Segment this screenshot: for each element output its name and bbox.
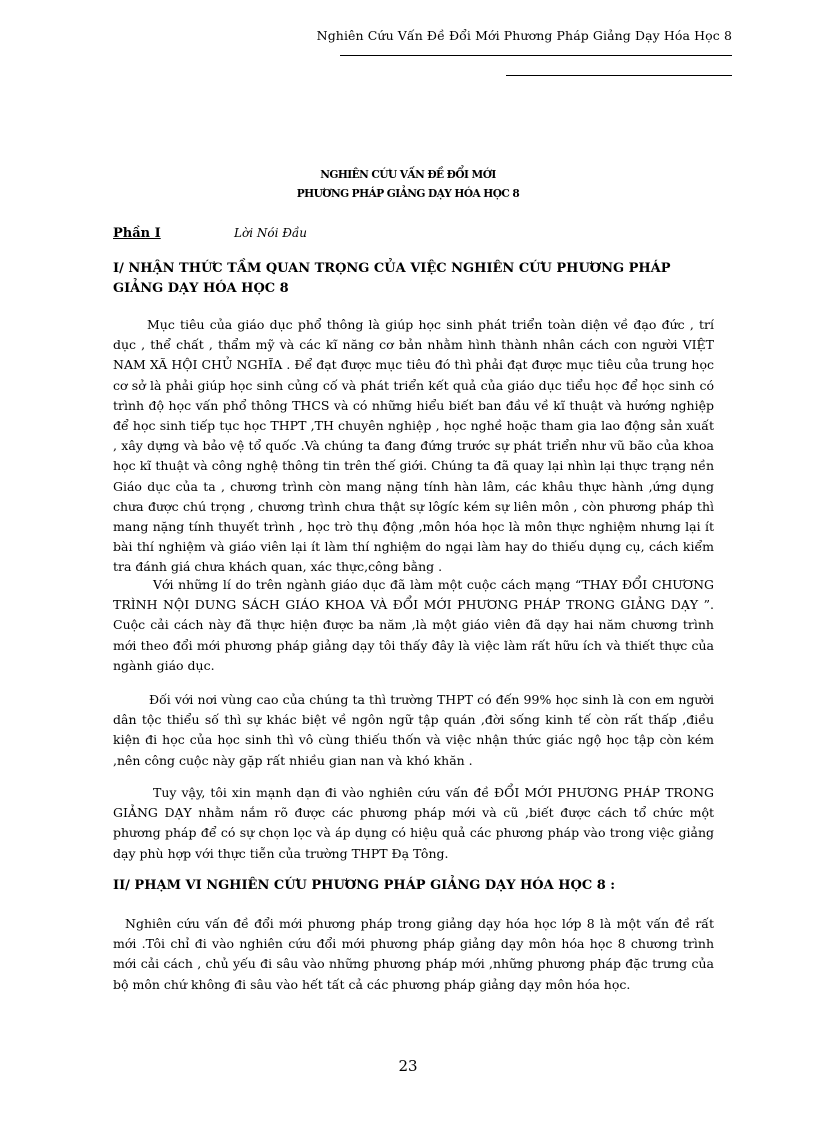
- part-label: Phần I: [113, 226, 161, 241]
- part-name: Lời Nói Đầu: [234, 226, 307, 240]
- section-heading-2: II/ PHẠM VI NGHIÊN CỨU PHƯƠNG PHÁP GIẢNG DẠY HÓA HỌC 8 :: [113, 878, 616, 893]
- header-rule: [340, 55, 732, 56]
- paragraph-1: Mục tiêu của giáo dục phổ thông là giúp học sinh phát triển toàn diện về đạo đức , trí dục , thể chất , thẩm mỹ và các kĩ năng cơ bản nhằm hình thành nhân cách con người VIỆT NAM XÃ HỘI CHỦ NGHĨA . Để đạt được mục tiêu đó thì phải đạt được mục tiêu của trung học cơ sở là phải giúp học sinh củng cố và phát triển kết quả của giáo dục tiểu học để học sinh có trình độ học vấn phổ thông THCS và có những hiểu biết ban đầu về kĩ thuật và hướng nghiệp để học sinh tiếp tục học THPT ,TH chuyên nghiệp , học nghề hoặc tham gia lao động sản xuất , xây dựng và bảo vệ tổ quốc .Và chúng ta đang đứng trước sự phát triển như vũ bão của khoa học kĩ thuật và công nghệ thông tin trên thế giới. Chúng ta đã quay lại nhìn lại thực trạng nền Giáo dục của ta , chương trình còn mang nặng tính hàn lâm, các khâu thực hành ,ứng dụng chưa được chú trọng , chương trình chưa thật sự lôgíc kém sự liên môn , còn phương pháp thì mang nặng tính thuyết trình , học trò thụ động ,môn hóa học là môn thực nghiệm nhưng lại ít bài thí nghiệm và giáo viên lại ít làm thí nghiệm do ngại làm hay do thiếu dụng cụ, cách kiểm tra đánh giá chưa khách quan, xác thực,công bằng .: [113, 317, 714, 575]
- running-header: Nghiên Cứu Vấn Đề Đổi Mới Phương Pháp Giảng Dạy Hóa Học 8: [316, 28, 732, 43]
- document-title-line-2: PHƯƠNG PHÁP GIẢNG DẠY HÓA HỌC 8: [296, 186, 520, 200]
- paragraph-2: Với những lí do trên ngành giáo dục đã làm một cuộc cách mạng “THAY ĐỔI CHƯƠNG TRÌNH NỘI DUNG SÁCH GIÁO KHOA VÀ ĐỔI MỚI PHƯƠNG PHÁP TRONG GIẢNG DẠY ”. Cuộc cải cách này đã thực hiện được ba năm ,là một giáo viên đã dạy hai năm chương trình mới theo đổi mới phương pháp giảng dạy tôi thấy đây là việc làm rất hữu ích và thiết thực của ngành giáo dục.: [113, 577, 714, 673]
- paragraph-4: Tuy vậy, tôi xin mạnh dạn đi vào nghiên cứu vấn đề ĐỔI MỚI PHƯƠNG PHÁP TRONG GIẢNG DẠY nhằm nắm rõ được các phương pháp mới và cũ ,biết được cách tổ chức một phương pháp để có sự chọn lọc và áp dụng có hiệu quả các phương pháp vào trong việc giảng dạy phù hợp với thực tiễn của trường THPT Đạ Tông.: [113, 785, 714, 861]
- page-number: 23: [398, 1057, 418, 1075]
- header-rule-short: [506, 75, 732, 76]
- paragraph-5: Nghiên cứu vấn đề đổi mới phương pháp trong giảng dạy hóa học lớp 8 là một vấn đề rất mới .Tôi chỉ đi vào nghiên cứu đổi mới phương pháp giảng dạy môn hóa học 8 chương trình mới cải cách , chủ yếu đi sâu vào những phương pháp mới ,những phương pháp đặc trưng của bộ môn chứ không đi sâu vào hết tất cả các phương pháp giảng dạy môn hóa học.: [113, 916, 714, 992]
- paragraph-3: Đối với nơi vùng cao của chúng ta thì trường THPT có đến 99% học sinh là con em người dân tộc thiểu số thì sự khác biệt về ngôn ngữ tập quán ,đời sống kinh tế còn rất thấp ,điều kiện đi học của học sinh thì vô cùng thiếu thốn và việc nhận thức giác ngộ học tập còn kém ,nên công cuộc này gặp rất nhiều gian nan và khó khăn .: [113, 692, 714, 768]
- section-heading-1: I/ NHẬN THỨC TẦM QUAN TRỌNG CỦA VIỆC NGHIÊN CỨU PHƯƠNG PHÁP GIẢNG DẠY HÓA HỌC 8: [113, 261, 671, 296]
- document-title-line-1: NGHIÊN CỨU VẤN ĐỀ ĐỔI MỚI: [320, 167, 496, 181]
